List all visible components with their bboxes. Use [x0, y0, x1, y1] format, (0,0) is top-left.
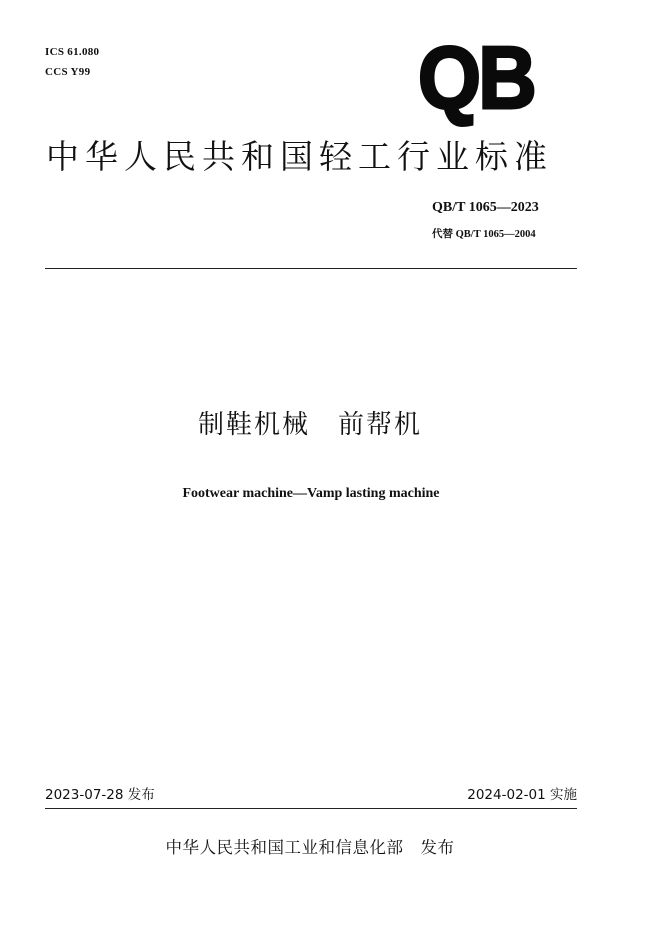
issue-date: 2023-07-28 发布 — [45, 787, 155, 803]
bottom-divider — [45, 808, 577, 809]
ics-code: ICS 61.080 — [45, 46, 100, 58]
implementation-date: 2024-02-01 实施 — [467, 787, 577, 803]
qb-logo: QB — [418, 28, 534, 127]
document-title-chinese: 制鞋机械 前帮机 — [197, 410, 422, 440]
standard-category-title: 中华人民共和国轻工行业标准 — [46, 137, 553, 176]
issuing-authority: 中华人民共和国工业和信息化部 发布 — [165, 838, 455, 857]
replaces-standard: 代替 QB/T 1065—2004 — [432, 229, 536, 240]
standard-number: QB/T 1065—2023 — [432, 200, 539, 215]
document-title-english: Footwear machine—Vamp lasting machine — [182, 486, 440, 501]
top-divider — [45, 268, 577, 269]
ccs-code: CCS Y99 — [45, 66, 91, 78]
